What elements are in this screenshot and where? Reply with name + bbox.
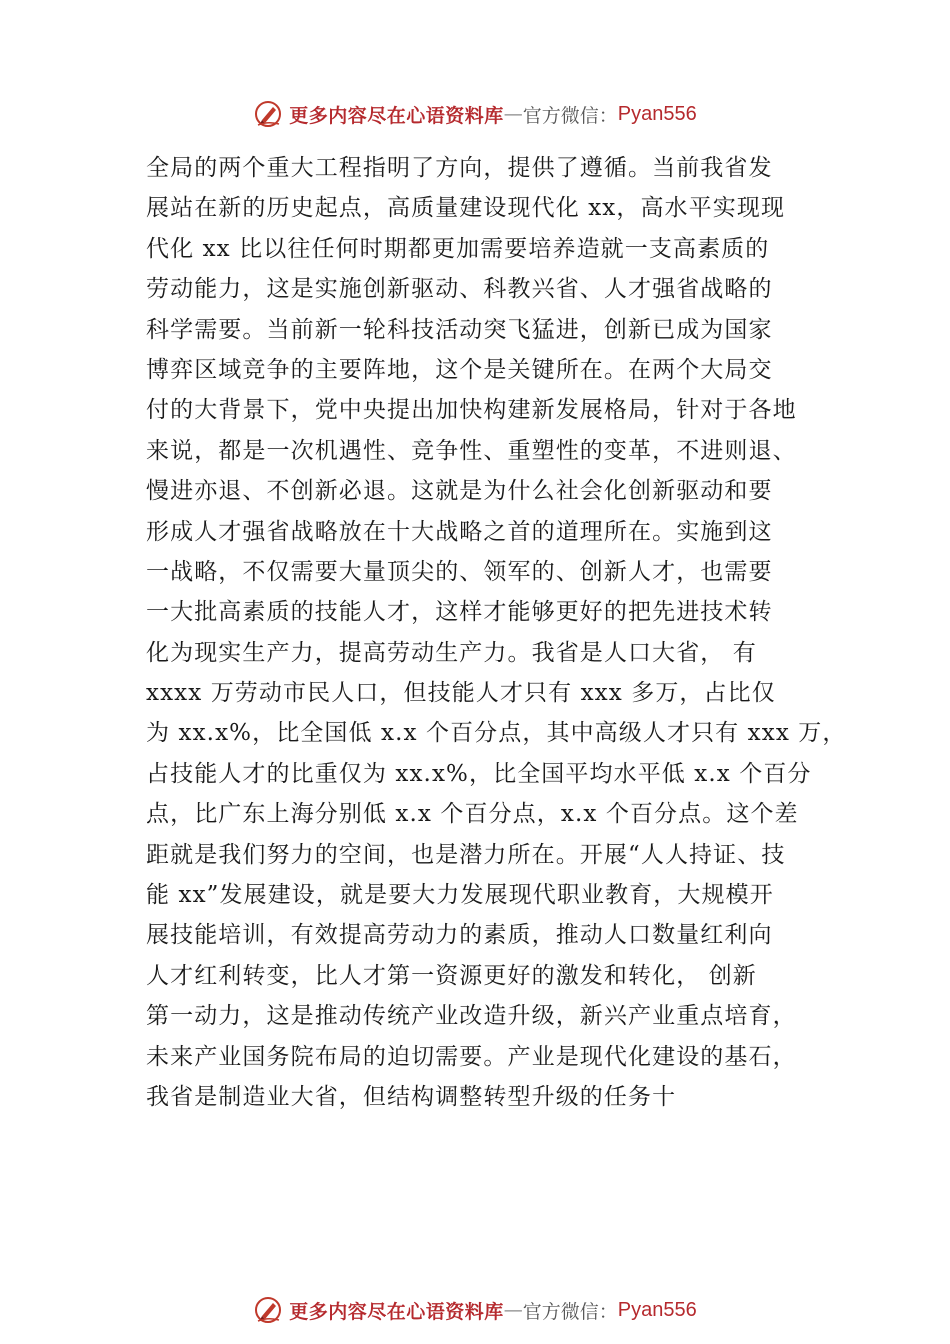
banner-separator: — — [503, 1299, 523, 1321]
text-line: 距就是我们努力的空间，也是潜力所在。开展“人人持证、技 — [146, 841, 786, 868]
pen-logo-icon — [253, 99, 283, 129]
text-line: 一大批高素质的技能人才，这样才能够更好的把先进技术转 — [146, 599, 773, 626]
text-line: 展站在新的历史起点，高质量建设现代化 xx，高水平实现现 — [146, 195, 786, 222]
text-line: 第一动力，这是推动传统产业改造升级，新兴产业重点培育， — [146, 1003, 797, 1030]
banner-wechat-label: 官方微信： — [522, 1300, 618, 1323]
pen-logo-icon — [253, 1295, 283, 1325]
text-line: 我省是制造业大省，但结构调整转型升级的任务十 — [146, 1083, 677, 1110]
text-line: 博弈区域竞争的主要阵地，这个是关键所在。在两个大局交 — [146, 356, 773, 383]
text-line: 全局的两个重大工程指明了方向，提供了遵循。当前我省发 — [146, 155, 773, 181]
text-line: 占技能人才的比重仅为 xx.x%，比全国平均水平低 x.x 个百分 — [146, 760, 812, 787]
document-body — [146, 148, 847, 1117]
text-line: 一战略，不仅需要大量顶尖的、领军的、创新人才，也需要 — [146, 558, 773, 585]
text-line: 化为现实生产力，提高劳动生产力。我省是人口大省， 有 — [146, 639, 757, 666]
text-line: 能 xx”发展建设，就是要大力发展现代职业教育，大规模开 — [146, 882, 774, 909]
text-line: 未来产业国务院布局的迫切需要。产业是现代化建设的基石， — [146, 1043, 797, 1070]
text-line: 来说，都是一次机遇性、竞争性、重塑性的变革，不进则退、 — [146, 437, 797, 464]
text-line: 慢进亦退、不创新必退。这就是为什么社会化创新驱动和要 — [146, 478, 773, 505]
text-line: 付的大背景下，党中央提出加快构建新发展格局，针对于各地 — [146, 397, 797, 424]
banner-separator: — — [503, 103, 523, 125]
banner-wechat-label: 官方微信： — [522, 104, 618, 127]
text-line: 人才红利转变，比人才第一资源更好的激发和转化， 创新 — [146, 962, 757, 989]
footer-banner — [0, 1290, 950, 1330]
text-line: 为 xx.x%，比全国低 x.x 个百分点，其中高级人才只有 xxx 万， — [146, 720, 847, 747]
banner-wechat-id: Pyan556 — [617, 102, 697, 125]
banner-brand: 更多内容尽在心语资料库 — [289, 1300, 504, 1323]
text-line: 形成人才强省战略放在十大战略之首的道理所在。实施到这 — [146, 518, 773, 545]
banner-wechat-id: Pyan556 — [617, 1298, 697, 1321]
banner-brand: 更多内容尽在心语资料库 — [289, 104, 504, 127]
text-line: xxxx 万劳动市民人口，但技能人才只有 xxx 多万，占比仅 — [146, 680, 776, 707]
text-line: 劳动能力，这是实施创新驱动、科教兴省、人才强省战略的 — [146, 276, 773, 303]
header-banner — [0, 94, 950, 134]
text-line: 科学需要。当前新一轮科技活动突飞猛进，创新已成为国家 — [146, 316, 773, 343]
text-line: 点，比广东上海分别低 x.x 个百分点，x.x 个百分点。这个差 — [146, 801, 799, 828]
text-line: 代化 xx 比以往任何时期都更加需要培养造就一支高素质的 — [146, 235, 770, 262]
text-line: 展技能培训，有效提高劳动力的素质，推动人口数量红利向 — [146, 922, 773, 949]
